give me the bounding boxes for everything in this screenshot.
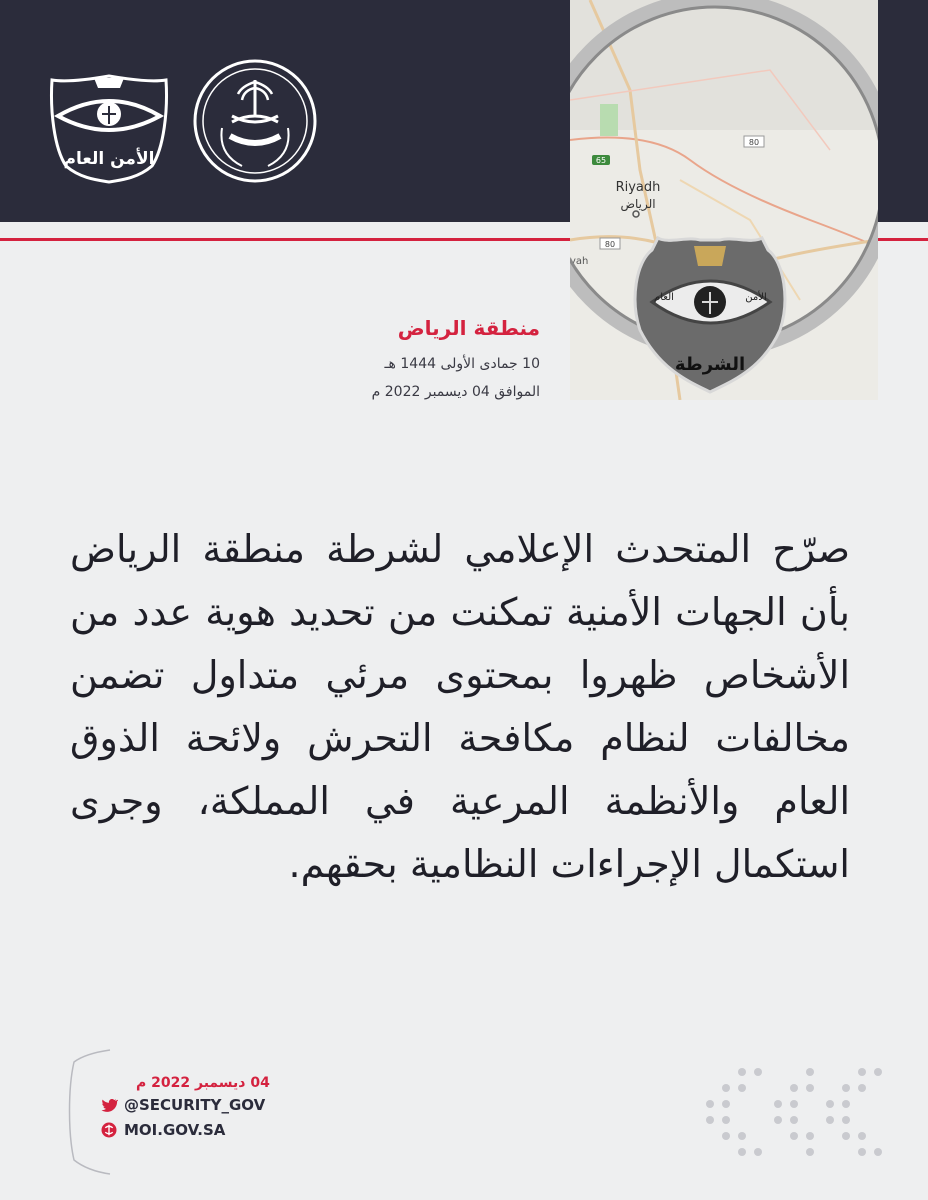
svg-text:65: 65 xyxy=(595,156,607,165)
svg-text:العام: العام xyxy=(654,292,674,303)
website-url: MOI.GOV.SA xyxy=(124,1121,226,1139)
police-emblem-logo xyxy=(44,70,174,184)
svg-text:80: 80 xyxy=(604,240,616,249)
twitter-icon xyxy=(100,1096,118,1114)
svg-text:الرياض: الرياض xyxy=(620,197,656,211)
twitter-link[interactable] xyxy=(100,1095,265,1115)
riyadh-map-photo xyxy=(570,0,878,400)
svg-text:80: 80 xyxy=(748,138,760,147)
date-hijri: 10 جمادى الأولى 1444 هـ xyxy=(384,356,540,372)
svg-text:yah: yah xyxy=(570,256,589,267)
ministry-emblem-logo xyxy=(192,58,318,184)
twitter-handle: @SECURITY_GOV xyxy=(124,1096,266,1114)
svg-text:Riyadh: Riyadh xyxy=(615,180,661,195)
svg-text:الأمن: الأمن xyxy=(745,292,767,303)
website-icon xyxy=(100,1121,118,1139)
region-title: منطقة الرياض xyxy=(397,316,540,340)
police-logo-text: الأمن العام xyxy=(63,149,155,169)
date-gregorian: الموافق 04 ديسمبر 2022 م xyxy=(371,384,540,400)
footer-date: 04 ديسمبر 2022 م xyxy=(136,1075,270,1091)
svg-text:الشرطة: الشرطة xyxy=(674,354,746,375)
statement-body: صرّح المتحدث الإعلامي لشرطة منطقة الرياض بأن الجهات الأمنية تمكنت من تحديد هوية عدد من الأشخاص ظهروا بمحتوى مرئي متداول تضمن مخالفات لنظام مكافحة التحرش ولائحة الذوق العام والأنظمة المرعية في المملكة، وجرى استكمال الإجراءات النظامية بحقهم. xyxy=(70,527,850,886)
website-link[interactable] xyxy=(100,1120,225,1140)
dots-pattern xyxy=(690,1064,900,1164)
